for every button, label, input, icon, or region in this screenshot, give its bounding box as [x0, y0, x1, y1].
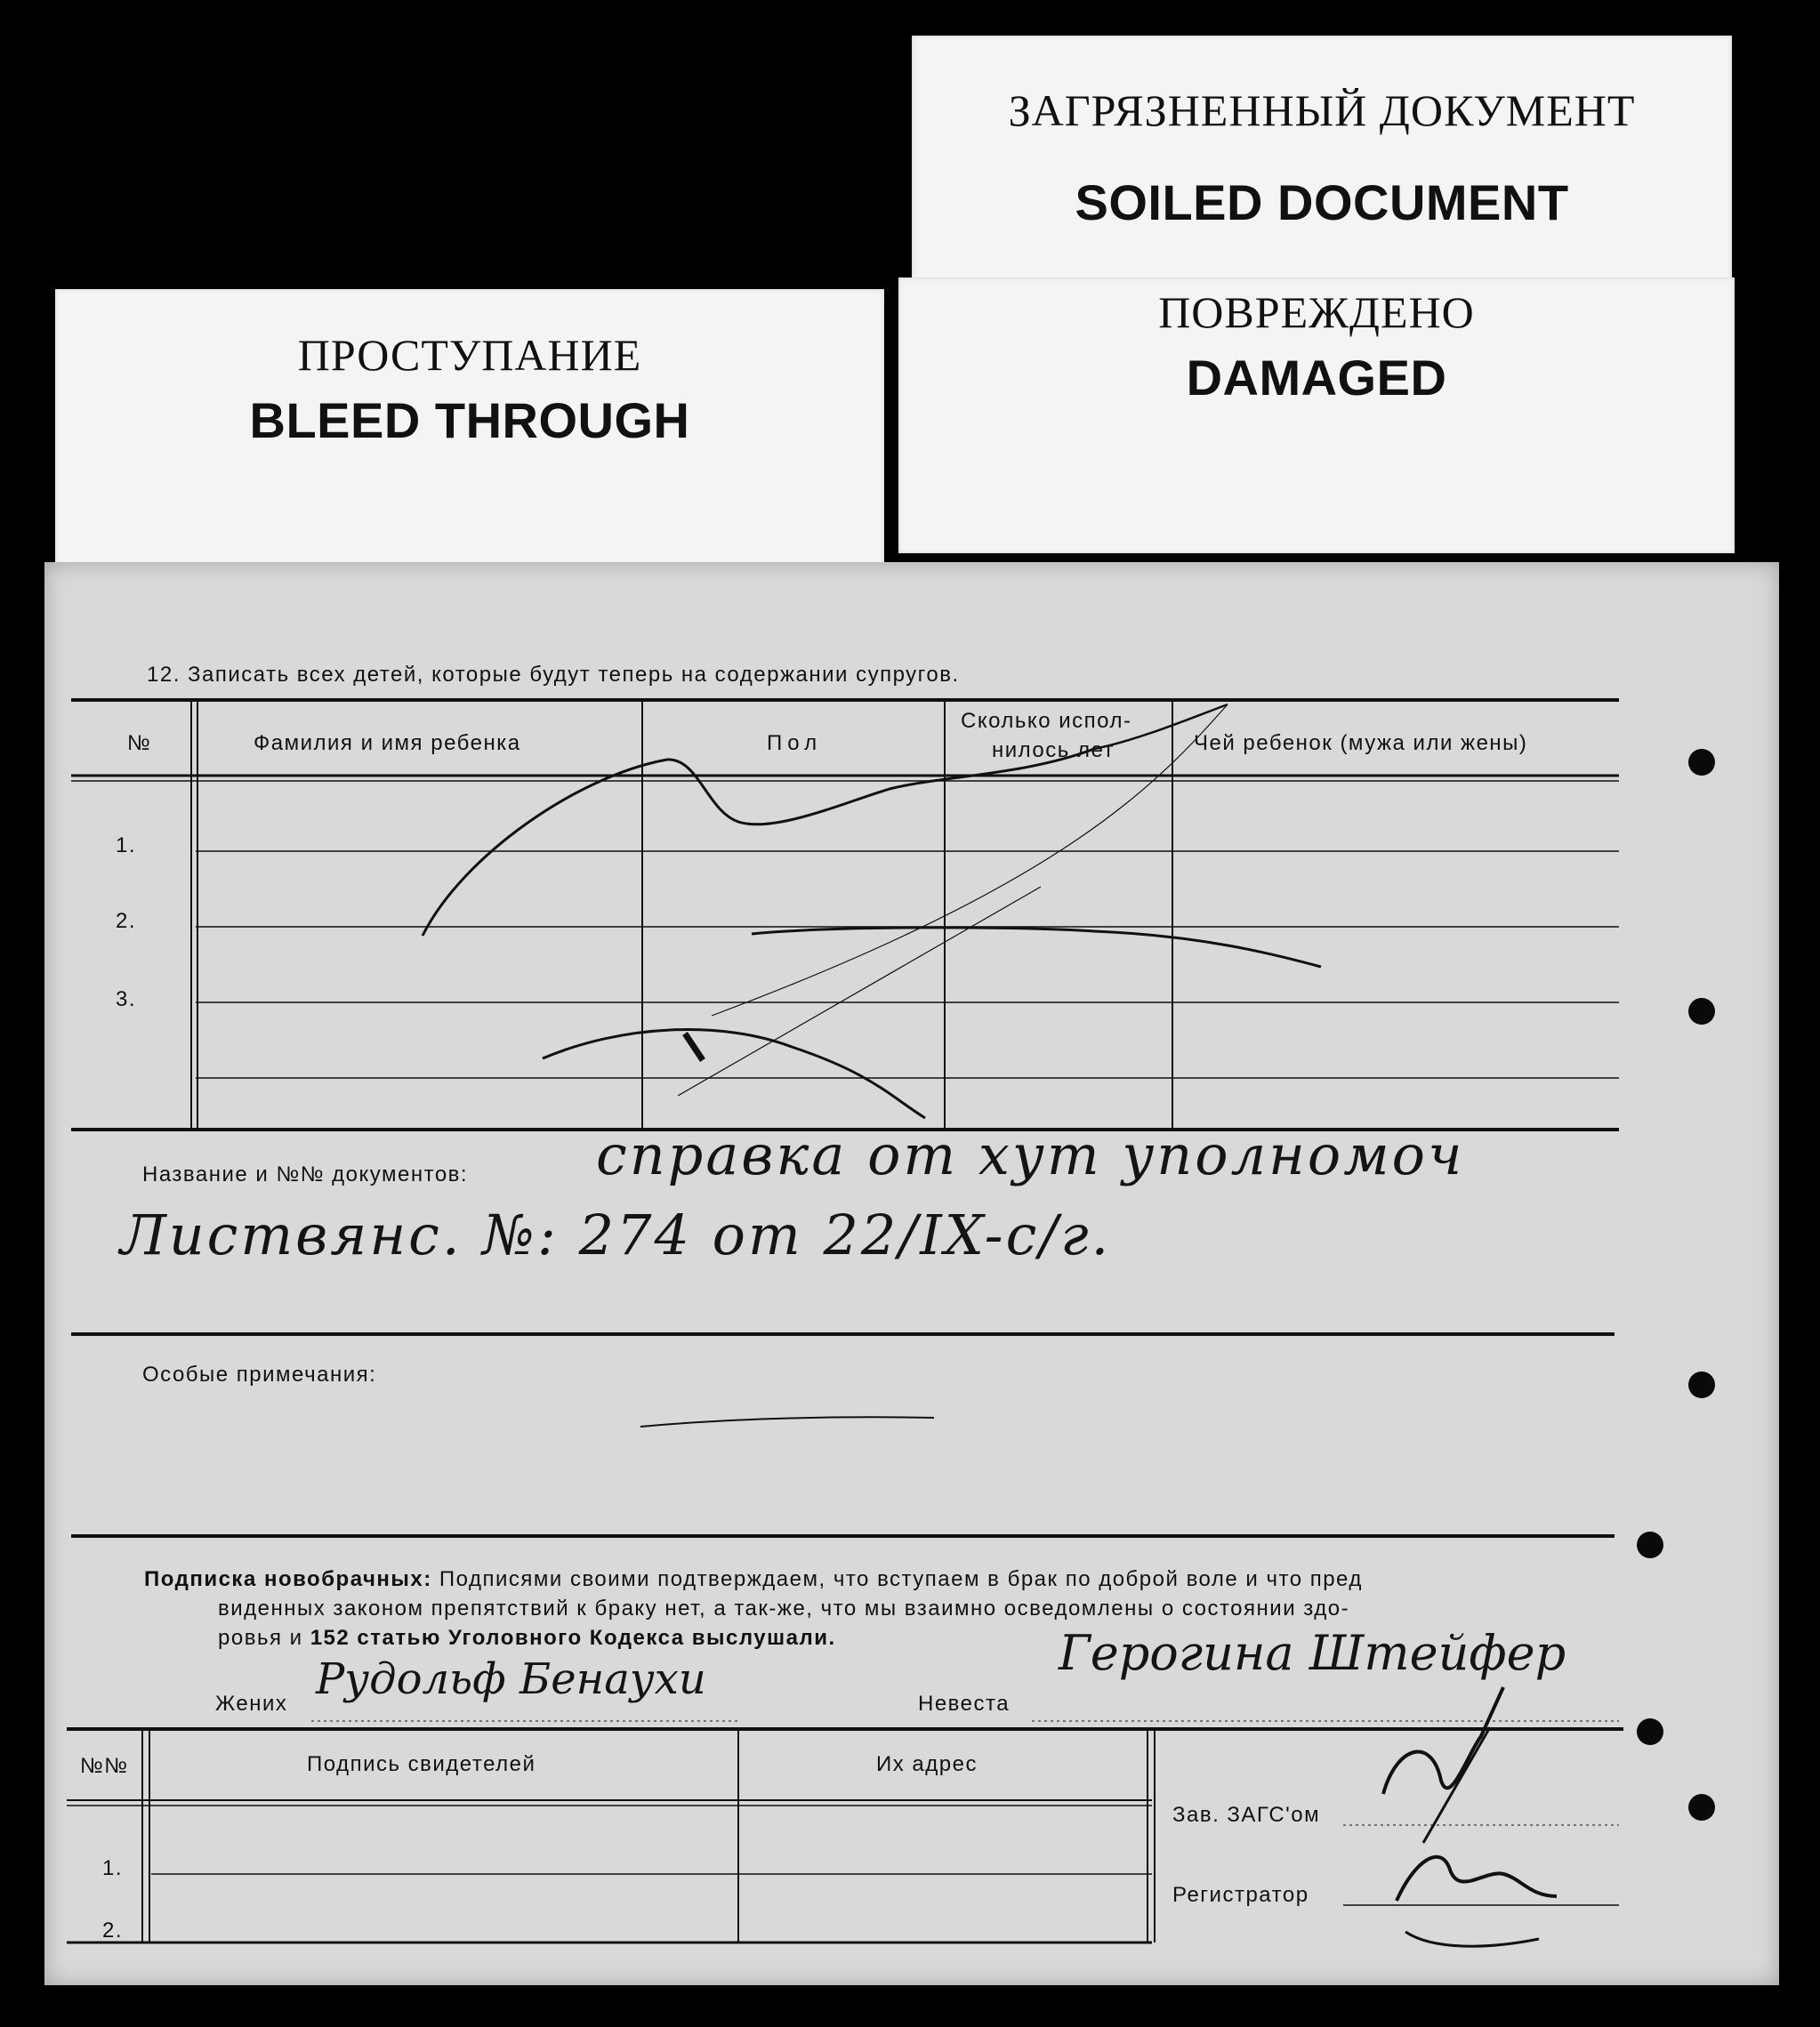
pledge-article-152: 152 статью Уголовного Кодекса выслушали.	[310, 1626, 836, 1650]
pledge-text-1: Подписями своими подтверждаем, что вступаем в брак по доброй воле и что пред	[439, 1567, 1363, 1591]
bleed-through-slip	[55, 289, 884, 574]
pledge-line-1	[144, 1567, 1363, 1592]
witness-row-1-number: 1.	[102, 1856, 124, 1880]
soiled-document-slip	[912, 36, 1732, 289]
pledge-text-3: ровья и	[218, 1626, 303, 1650]
notes-label: Особые примечания:	[142, 1363, 377, 1387]
groom-signature: Рудольф Бенаухи	[316, 1654, 706, 1704]
witness-col-signature: Подпись свидетелей	[307, 1752, 536, 1776]
pledge-line-2: виденных законом препятствий к браку нет, а так-же, что мы взаимно осведомлены о состоянии здо-	[218, 1597, 1350, 1621]
col-child-name: Фамилия и имя ребенка	[254, 731, 521, 755]
documents-handwriting-line2: Листвянс. №: 274 от 22/IX-с/г.	[120, 1203, 1112, 1267]
bride-label: Невеста	[918, 1692, 1011, 1716]
child-row-2-number: 2.	[116, 909, 137, 933]
col-whose-child: Чей ребенок (мужа или жены)	[1194, 731, 1528, 755]
pledge-line-3	[218, 1626, 836, 1651]
child-row-3-number: 3.	[116, 987, 137, 1011]
documents-handwriting-line1: справка от хут уполномоч	[596, 1122, 1465, 1187]
binding-hole	[1688, 1794, 1715, 1821]
zags-head-label: Зав. ЗАГС'ом	[1172, 1803, 1321, 1827]
witness-row-2-number: 2.	[102, 1918, 124, 1943]
col-age-line1: Сколько испол-	[961, 709, 1132, 733]
binding-hole	[1688, 998, 1715, 1025]
soiled-ru-label: ЗАГРЯЗНЕННЫЙ ДОКУМЕНТ	[1008, 85, 1636, 135]
registrar-label: Регистратор	[1172, 1883, 1309, 1907]
binding-hole	[1688, 1371, 1715, 1398]
col-sex: Пол	[767, 731, 823, 755]
witness-col-address: Их адрес	[876, 1752, 978, 1776]
damaged-ru-label: ПОВРЕЖДЕНО	[1158, 287, 1475, 337]
damaged-en-label: DAMAGED	[1186, 350, 1447, 406]
col-age-line2: нилось лет	[992, 738, 1115, 762]
binding-hole	[1688, 749, 1715, 776]
bleed-en-label: BLEED THROUGH	[249, 392, 690, 448]
bride-signature: Герогина Штейфер	[1059, 1625, 1566, 1681]
damaged-slip	[898, 278, 1735, 553]
child-row-1-number: 1.	[116, 833, 137, 857]
groom-label: Жених	[215, 1692, 288, 1716]
pledge-bold-label: Подписка новобрачных:	[144, 1567, 432, 1591]
section-12-heading: 12. Записать всех детей, которые будут теперь на содержании супругов.	[147, 663, 960, 687]
soiled-en-label: SOILED DOCUMENT	[1075, 174, 1569, 230]
documents-label: Название и №№ документов:	[142, 1162, 469, 1186]
marriage-record-form	[44, 562, 1779, 1985]
witness-col-number: №№	[80, 1754, 129, 1778]
binding-hole	[1637, 1718, 1663, 1745]
bleed-ru-label: ПРОСТУПАНИЕ	[297, 330, 642, 380]
binding-hole	[1637, 1532, 1663, 1558]
col-number: №	[127, 731, 152, 755]
